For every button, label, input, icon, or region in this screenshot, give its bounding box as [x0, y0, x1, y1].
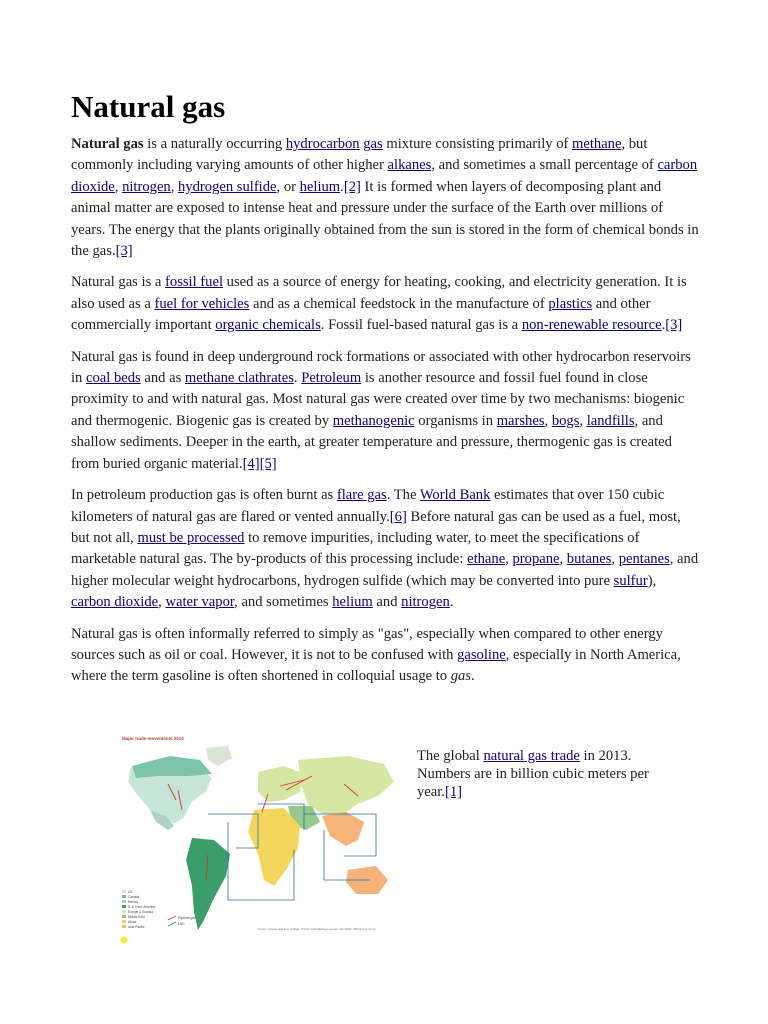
text: to remove impurities, including water, to meet the specifications of marketable natural gas. The by-products of this processing include: — [71, 529, 640, 568]
link-sulfur[interactable]: sulfur — [613, 572, 648, 589]
link-plastics[interactable]: plastics — [548, 295, 593, 312]
text: and as — [140, 370, 185, 387]
text: , — [611, 551, 619, 568]
text: is a naturally occurring — [143, 136, 286, 152]
text: . — [471, 668, 475, 685]
trade-map-figure[interactable] — [108, 730, 408, 962]
text: It is formed when layers of decomposing plant and animal matter are exposed to intense heat and pressure under the surface of the Earth over millions of years. The energy that the plants originally obtained from the sun is stored in the form of chemical bonds in the gas. — [71, 178, 699, 260]
text: . Fossil fuel-based natural gas is a — [320, 317, 522, 334]
legend-swatch — [122, 895, 126, 898]
text: in 2013. Numbers are in billion cubic meters per year. — [417, 748, 649, 800]
link-must-be-processed[interactable]: must be processed — [137, 529, 245, 546]
text: , and shallow sediments. Deeper in the earth, at greater temperature and pressure, thermogenic gas is created from buried organic material. — [71, 412, 672, 472]
link-gas[interactable]: gas — [363, 136, 383, 152]
text: . — [293, 370, 302, 387]
link-butanes[interactable]: butanes — [566, 551, 612, 568]
paragraph-terminology — [71, 624, 699, 688]
page-title: Natural gas — [71, 89, 226, 124]
text: organisms in — [414, 412, 497, 429]
ref-3[interactable]: [3] — [665, 317, 683, 334]
italic-term: gas — [450, 668, 472, 685]
link-pentanes[interactable]: pentanes — [618, 551, 670, 568]
legend-label: Africa — [128, 920, 137, 924]
link-ethane[interactable]: ethane — [467, 551, 506, 568]
legend-swatch — [122, 905, 126, 908]
exporter-marker — [121, 937, 128, 944]
article-body — [71, 88, 699, 698]
text: mixture consisting primarily of — [382, 136, 573, 152]
text: . — [340, 178, 344, 195]
text: Natural gas is often informally referred to simply as "gas", especially when compared to other energy sources such as oil or coal. However, it is not to be confused with — [71, 625, 663, 663]
map-title: Major trade movements 2013 — [122, 736, 184, 741]
text: , — [559, 551, 567, 568]
pipeline-legend-label: Pipeline gas — [178, 916, 196, 920]
link-hydrogen-sulfide[interactable]: hydrogen sulfide — [178, 178, 277, 195]
text: The global — [417, 748, 484, 764]
link-world-bank[interactable]: World Bank — [419, 487, 491, 504]
link-marshes[interactable]: marshes — [496, 412, 545, 429]
text: . — [449, 594, 454, 611]
text: used as a source of energy for heating, cooking, and electricity generation. It is also used as a — [71, 274, 687, 312]
link-nitrogen[interactable]: nitrogen — [401, 594, 450, 611]
link-non-renewable-resource[interactable]: non-renewable resource — [521, 317, 662, 334]
link-nitrogen[interactable]: nitrogen — [122, 178, 171, 195]
legend-swatch — [122, 890, 126, 893]
text: , — [544, 412, 552, 429]
text: , especially in North America, where the term gasoline is often shortened in colloquial usage to — [71, 646, 681, 685]
link-flare-gas[interactable]: flare gas — [336, 487, 387, 504]
text: and other commercially important — [71, 295, 651, 334]
link-carbon-dioxide[interactable]: carbon dioxide — [71, 594, 159, 611]
lng-legend-label: LNG — [178, 922, 185, 926]
figure-caption — [417, 747, 677, 801]
ref-3[interactable]: [3] — [115, 243, 133, 260]
text: ), — [647, 572, 657, 589]
link-bogs[interactable]: bogs — [551, 412, 580, 429]
legend-label: US — [128, 890, 133, 894]
bold-term: Natural gas — [71, 136, 144, 152]
link-helium[interactable]: helium — [299, 178, 341, 195]
text: , and sometimes — [234, 594, 333, 611]
link-propane[interactable]: propane — [512, 551, 560, 568]
ref-1[interactable]: [1] — [444, 784, 462, 800]
legend-swatch — [122, 920, 126, 923]
legend-label: Europe & Eurasia — [128, 910, 153, 914]
text: , and higher molecular weight hydrocarbons, hydrogen sulfide (which may be converted into pure — [71, 551, 699, 589]
text: , — [158, 594, 166, 611]
link-landfills[interactable]: landfills — [586, 412, 635, 429]
link-petroleum[interactable]: Petroleum — [301, 370, 362, 387]
map-source-note: Source: Includes data from Cedigaz, CISStat, FGE MENAgas service, IHS CERA, PIRA Energy Group — [258, 928, 376, 931]
link-methanogenic[interactable]: methanogenic — [332, 412, 415, 429]
legend-label: S. & Cent. America — [128, 905, 155, 909]
text: , — [114, 178, 123, 195]
legend-swatch — [122, 900, 126, 903]
legend-label: Mexico — [128, 900, 139, 904]
text: and as a chemical feedstock in the manufacture of — [249, 295, 549, 312]
legend-label: Middle East — [128, 915, 145, 919]
text: In petroleum production gas is often burnt as — [71, 487, 337, 504]
link-alkanes[interactable]: alkanes — [387, 157, 432, 174]
text: , — [170, 178, 179, 195]
text: estimates that over 150 cubic kilometers of natural gas are flared or vented annually. — [71, 487, 665, 525]
legend-swatch — [122, 925, 126, 928]
text: and — [372, 594, 402, 611]
legend-swatch — [122, 915, 126, 918]
link-natural-gas-trade[interactable]: natural gas trade — [483, 748, 580, 764]
link-methane[interactable]: methane — [572, 136, 622, 152]
text: Natural gas is found in deep underground rock formations or associated with other hydrocarbon reservoirs in — [71, 348, 691, 387]
legend-label: Asia Pacific — [128, 925, 145, 929]
link-helium[interactable]: helium — [332, 594, 373, 611]
paragraph-intro — [71, 134, 699, 262]
legend-swatch — [122, 910, 126, 913]
link-methane-clathrates[interactable]: methane clathrates — [184, 370, 294, 387]
link-coal-beds[interactable]: coal beds — [86, 370, 141, 387]
paragraph-origin — [71, 347, 699, 475]
link-carbon-dioxide[interactable]: carbon dioxide — [71, 157, 698, 195]
ref-2[interactable]: [2] — [343, 178, 361, 195]
paragraph-processing — [71, 485, 699, 613]
link-hydrocarbon[interactable]: hydrocarbon — [285, 136, 360, 152]
link-organic-chemicals[interactable]: organic chemicals — [215, 317, 321, 334]
ref-6[interactable]: [6] — [389, 508, 407, 525]
world-map-image — [108, 730, 408, 962]
link-fuel-for-vehicles[interactable]: fuel for vehicles — [154, 295, 250, 312]
link-water-vapor[interactable]: water vapor — [165, 594, 235, 611]
link-fossil-fuel[interactable]: fossil fuel — [165, 274, 223, 291]
text: , and sometimes a small percentage of — [431, 157, 658, 174]
text: is another resource and fossil fuel found in close proximity to and with natural gas. Most natural gas were created over time by two mechanisms: biogenic and thermogenic. Biogenic gas is created by — [71, 370, 685, 429]
text: . The — [386, 487, 420, 504]
text: Natural gas is a — [71, 274, 166, 291]
legend-label: Canada — [128, 895, 140, 899]
text: , — [505, 551, 513, 568]
link-gasoline[interactable]: gasoline — [457, 646, 506, 663]
text: Before natural gas can be used as a fuel, most, but not all, — [71, 508, 681, 546]
text: , but commonly including varying amounts of other higher — [71, 136, 648, 174]
text: , — [579, 412, 587, 429]
paragraph-uses — [71, 272, 699, 336]
text: . — [661, 317, 666, 334]
ref-4-5[interactable]: [4][5] — [242, 455, 277, 472]
text: , or — [276, 178, 300, 195]
